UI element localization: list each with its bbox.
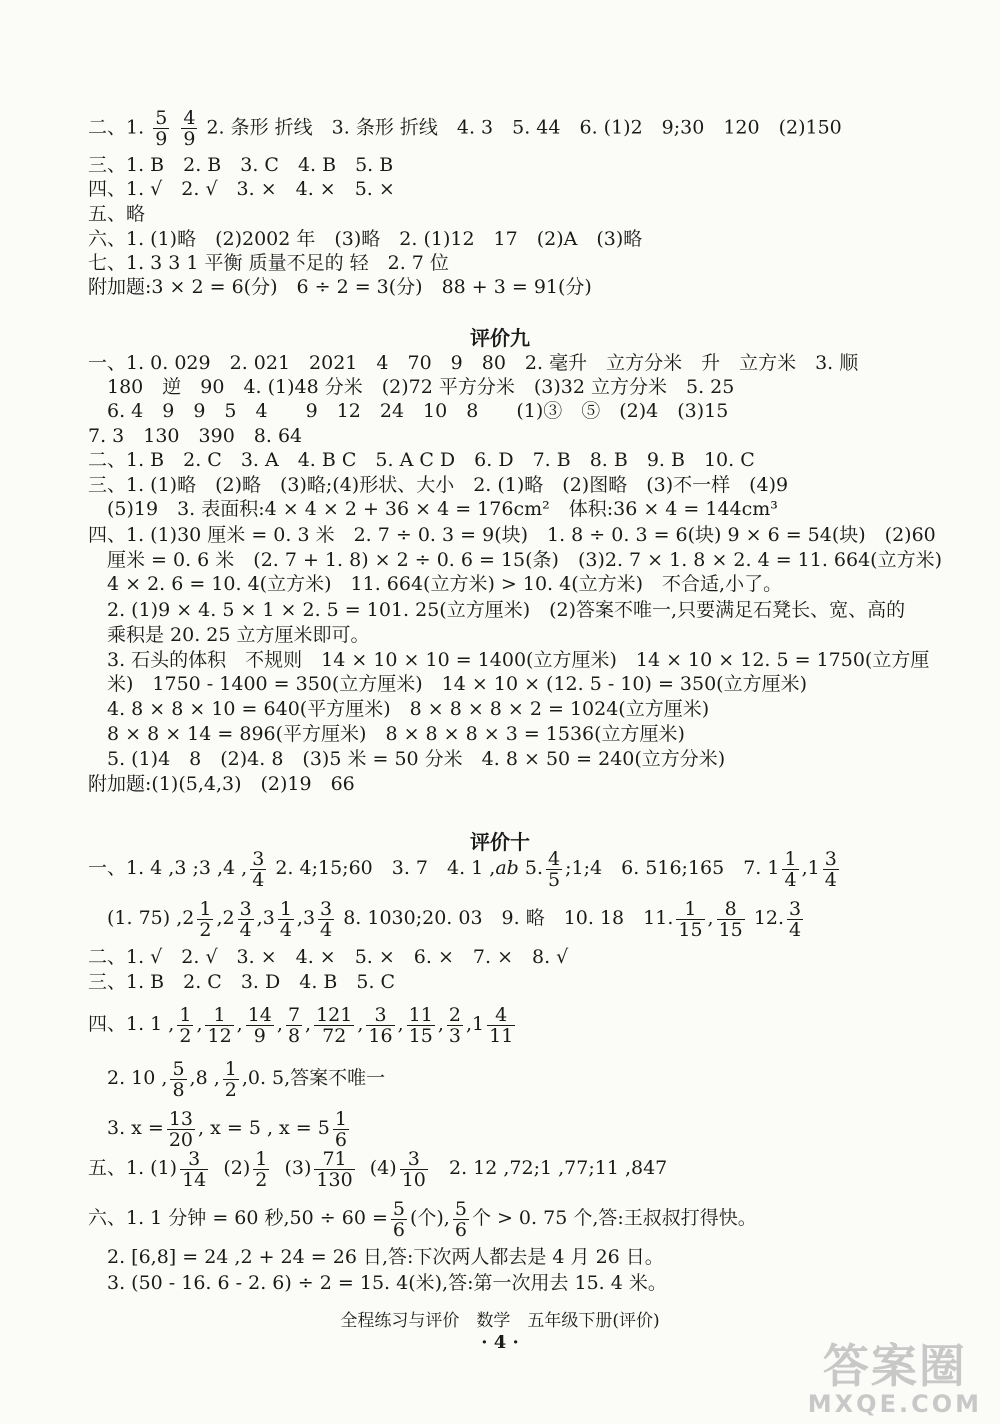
fraction: $\frac{7}{8}$ xyxy=(287,1003,301,1047)
answer-line: 三、1. (1)略 (2)略 (3)略;(4)形状、大小 2. (1)略 (2)图略 (3)不一样 (4)9 xyxy=(88,474,789,496)
answer-line-si: 四、1. √ 2. √ 3. × 4. × 5. × xyxy=(88,178,395,200)
fraction: $\frac{3}{4}$ xyxy=(320,897,333,941)
fraction: $\frac{3}{4}$ xyxy=(239,897,252,941)
answer-line-san: 三、1. B 2. C 3. D 4. B 5. C xyxy=(88,971,396,993)
fraction: $\frac{1}{2}$ xyxy=(179,1003,192,1047)
answer-line: 7. 3 130 390 8. 64 xyxy=(88,425,303,447)
fraction: $\frac{1}{12}$ xyxy=(207,1003,232,1047)
section-title-9: 评价九 xyxy=(470,326,530,350)
fraction: $\frac{4}{5}$ xyxy=(548,847,561,891)
answer-line-wu: 五、略 xyxy=(88,203,146,225)
fraction: $\frac{1}{4}$ xyxy=(279,897,292,941)
fraction: $\frac{1}{2}$ xyxy=(199,897,212,941)
fraction: $\frac{71}{130}$ xyxy=(316,1147,353,1191)
answer-line-san: 三、1. B 2. B 3. C 4. B 5. B xyxy=(88,154,394,176)
fraction: $\frac{1}{4}$ xyxy=(784,847,797,891)
fraction: $\frac{5}{6}$ xyxy=(392,1197,405,1241)
fraction: $\frac{5}{8}$ xyxy=(172,1057,185,1101)
fraction: $\frac{4}{9}$ xyxy=(183,107,196,150)
section-title-10: 评价十 xyxy=(470,830,530,854)
fraction: $\frac{14}{9}$ xyxy=(247,1003,272,1047)
answer-line-wu: 五、1. (1) $\frac{3}{14}$ (2) $\frac{1}{2}$ (3) $\frac{71}{130}$ (4) $\frac{3}{10}$ 2. 12 ,72;1 ,77;11 ,847 xyxy=(88,1147,668,1191)
answer-line-liu-1: 六、1. 1 分钟 = 60 秒,50 ÷ 60 = $\frac{5}{6}$ (个), $\frac{5}{6}$ 个 > 0. 75 个,答:王叔叔打得快。 xyxy=(88,1197,757,1241)
answer-line: 厘米 = 0. 6 米 (2. 7 + 1. 8) × 2 ÷ 0. 6 = 15(条) (3)2. 7 × 1. 8 × 2. 4 = 11. 664(立方米) xyxy=(107,549,942,571)
fraction: $\frac{3}{16}$ xyxy=(368,1003,393,1047)
fraction: $\frac{3}{4}$ xyxy=(252,847,265,891)
fraction: $\frac{13}{20}$ xyxy=(168,1107,194,1151)
fraction: $\frac{5}{9}$ xyxy=(155,107,168,150)
answer-line: 180 逆 90 4. (1)48 分米 (2)72 平方分米 (3)32 立方分米 5. 25 xyxy=(107,376,735,398)
label: 二、1. xyxy=(88,116,145,139)
answer-line-bonus: 附加题:3 × 2 = 6(分) 6 ÷ 2 = 3(分) 88 + 3 = 91(分) xyxy=(88,276,592,298)
answer-line-er: 二、1. √ 2. √ 3. × 4. × 5. × 6. × 7. × 8. √ xyxy=(88,946,569,968)
answer-line-si-1: 四、1. 1 , $\frac{1}{2}$ , $\frac{1}{12}$ , $\frac{14}{9}$ , $\frac{7}{8}$ , $\frac{121}{72}$ , $\frac{3}{16}$ , $\frac{11}{15}$ , $\frac{2}{3}$ ,1 $\frac{4}{11}$ xyxy=(88,1003,514,1047)
answer-text: 2. 条形 折线 3. 条形 折线 4. 3 5. 44 6. (1)2 9;30 120 (2)150 xyxy=(206,116,842,139)
answer-line-liu: 六、1. (1)略 (2)2002 年 (3)略 2. (1)12 17 (2)A (3)略 xyxy=(88,228,643,250)
fraction: $\frac{2}{3}$ xyxy=(448,1003,461,1047)
fraction: $\frac{1}{6}$ xyxy=(334,1107,347,1151)
answer-line-er xyxy=(88,108,842,149)
answer-line-si-3: 3. x = $\frac{13}{20}$ , x = 5 , x = 5 $\frac{1}{6}$ xyxy=(107,1107,347,1151)
fraction: $\frac{1}{15}$ xyxy=(678,897,703,941)
answer-line: 2. (1)9 × 4. 5 × 1 × 2. 5 = 101. 25(立方厘米) (2)答案不唯一,只要满足石凳长、宽、高的 xyxy=(107,599,906,621)
fraction: $\frac{11}{15}$ xyxy=(408,1003,433,1047)
answer-line: 4 × 2. 6 = 10. 4(立方米) 11. 664(立方米) > 10. 4(立方米) 不合适,小了。 xyxy=(107,573,783,595)
answer-line: 一、1. 0. 029 2. 021 2021 4 70 9 80 2. 毫升 立方分米 升 立方米 3. 顺 xyxy=(88,352,859,374)
answer-line: 四、1. (1)30 厘米 = 0. 3 米 2. 7 ÷ 0. 3 = 9(块) 1. 8 ÷ 0. 3 = 6(块) 9 × 6 = 54(块) (2)60 xyxy=(88,524,936,546)
fraction: $\frac{3}{4}$ xyxy=(824,847,837,891)
answer-line: 3. 石头的体积 不规则 14 × 10 × 10 = 1400(立方厘米) 14 × 10 × 12. 5 = 1750(立方厘 xyxy=(107,649,930,671)
answer-line: 8 × 8 × 14 = 896(平方厘米) 8 × 8 × 8 × 3 = 1536(立方厘米) xyxy=(107,723,685,745)
watermark-url: MXQE.COM xyxy=(807,1390,982,1418)
page-footer: 全程练习与评价 数学 五年级下册(评价) xyxy=(340,1311,660,1331)
answer-line: 二、1. B 2. C 3. A 4. B C 5. A C D 6. D 7. B 8. B 9. B 10. C xyxy=(88,449,755,471)
answer-line-liu-3: 3. (50 - 16. 6 - 2. 6) ÷ 2 = 15. 4(米),答:第一次用去 15. 4 米。 xyxy=(107,1272,667,1294)
answer-line: 4. 8 × 8 × 10 = 640(平方厘米) 8 × 8 × 8 × 2 = 1024(立方厘米) xyxy=(107,698,710,720)
answer-line: 6. 4 9 9 5 4 9 12 24 10 8 (1)③ ⑤ (2)4 (3)15 xyxy=(107,400,729,422)
fraction: $\frac{1}{2}$ xyxy=(255,1147,268,1191)
answer-line: 乘积是 20. 25 立方厘米即可。 xyxy=(107,624,370,646)
page-number: · 4 · xyxy=(481,1332,519,1353)
fraction: $\frac{1}{2}$ xyxy=(224,1057,237,1101)
watermark-logo xyxy=(807,1339,982,1418)
fraction: $\frac{8}{15}$ xyxy=(718,897,743,941)
answer-line-si-2: 2. 10 , $\frac{5}{8}$ ,8 , $\frac{1}{2}$ ,0. 5,答案不唯一 xyxy=(107,1057,386,1101)
answer-line: 5. (1)4 8 (2)4. 8 (3)5 米 = 50 分米 4. 8 × 50 = 240(立方分米) xyxy=(107,748,726,770)
answer-line-yi-2: (1. 75) ,2 $\frac{1}{2}$ ,2 $\frac{3}{4}$ ,3 $\frac{1}{4}$ ,3 $\frac{3}{4}$ 8. 1030;20. 03 9. 略 10. 18 11. $\frac{1}{15}$ , $\frac{8}{15}$ 12. $\frac{3}{4}$ xyxy=(107,897,802,941)
fraction: $\frac{5}{6}$ xyxy=(454,1197,467,1241)
fraction: $\frac{3}{14}$ xyxy=(182,1147,207,1191)
watermark-text: 答案圈 xyxy=(822,1339,967,1393)
fraction: $\frac{4}{11}$ xyxy=(489,1003,514,1047)
answer-line-liu-2: 2. [6,8] = 24 ,2 + 24 = 26 日,答:下次两人都去是 4 月 26 日。 xyxy=(107,1246,664,1268)
answer-line-bonus: 附加题:(1)(5,4,3) (2)19 66 xyxy=(88,773,355,795)
fraction: $\frac{121}{72}$ xyxy=(316,1003,353,1047)
answer-line: 米) 1750 - 1400 = 350(立方厘米) 14 × 10 × (12. 5 - 10) = 350(立方厘米) xyxy=(107,673,807,695)
fraction: $\frac{3}{4}$ xyxy=(789,897,802,941)
answer-line-qi: 七、1. 3 3 1 平衡 质量不足的 轻 2. 7 位 xyxy=(88,252,449,274)
answer-line: (5)19 3. 表面积:4 × 4 × 2 + 36 × 4 = 176cm² 体积:36 × 4 = 144cm³ xyxy=(107,498,778,520)
answer-line-yi-1: 一、1. 4 ,3 ;3 ,4 , $\frac{3}{4}$ 2. 4;15;60 3. 7 4. 1 ,ab 5. $\frac{4}{5}$ ;1;4 6. 516;165 7. 1 $\frac{1}{4}$ ,1 $\frac{3}{4}$ xyxy=(88,847,837,891)
fraction: $\frac{3}{10}$ xyxy=(401,1147,426,1191)
